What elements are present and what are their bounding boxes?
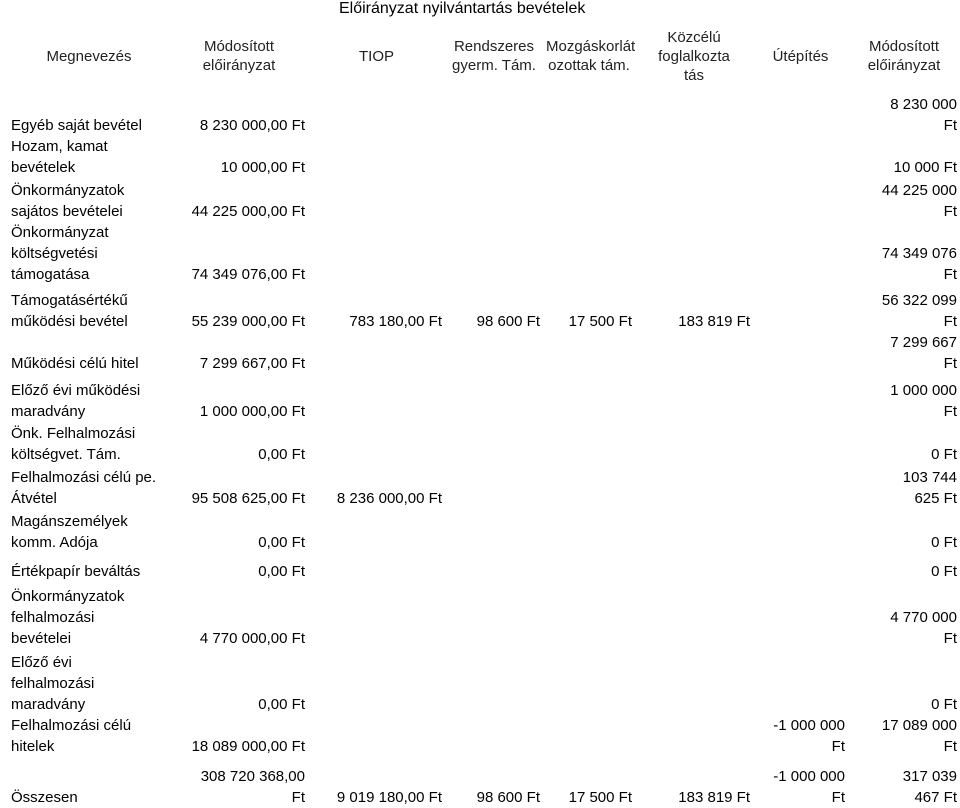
cell-modified-total: 4 770 000 Ft: [890, 609, 957, 647]
cell-modified: 8 230 000,00 Ft: [199, 117, 305, 134]
cell-modified-total: 56 322 099 Ft: [881, 292, 957, 330]
cell-child-support: [445, 222, 543, 285]
table-row: [0, 757, 960, 808]
cell-modified-total: 7 299 667 Ft: [890, 334, 957, 372]
table-row: [0, 332, 960, 374]
cell-road-building: [753, 222, 848, 285]
cell-road-building: [753, 582, 848, 649]
cell-road-building: -1 000 000 Ft: [773, 768, 845, 806]
cell-modified-total: 10 000 Ft: [893, 159, 957, 176]
cell-modified-total: 0 Ft: [931, 534, 957, 551]
cell-modified: 0,00 Ft: [258, 534, 305, 551]
cell-public-work: [635, 222, 753, 285]
cell-road-building: [753, 649, 848, 715]
cell-name: Önkormányzatok felhalmozási bevételei: [11, 588, 125, 647]
cell-child-support: [445, 422, 543, 465]
cell-public-work: [635, 332, 753, 374]
cell-road-building: [753, 285, 848, 332]
cell-modified-total: 44 225 000 Ft: [881, 182, 957, 220]
cell-tiop: [308, 649, 445, 715]
cell-road-building: [753, 465, 848, 509]
column-header-name: Megnevezés: [46, 47, 132, 65]
cell-name: Magánszemélyek komm. Adója: [11, 513, 128, 551]
table-row: [0, 285, 960, 332]
table-row: [0, 374, 960, 422]
cell-public-work: [635, 715, 753, 757]
cell-modified-total: 317 039 467 Ft: [902, 768, 957, 806]
cell-modified: 55 239 000,00 Ft: [191, 313, 305, 330]
page-title: Előirányzat nyilvántartás bevételek: [339, 0, 586, 17]
cell-modified: 18 089 000,00 Ft: [191, 738, 305, 755]
cell-child-support: [445, 509, 543, 553]
cell-road-building: [753, 178, 848, 222]
cell-child-support: [445, 178, 543, 222]
cell-name: Önkormányzatok sajátos bevételei: [11, 182, 125, 220]
table-row: [0, 178, 960, 222]
cell-disabled-support: [543, 222, 635, 285]
table-row: [0, 553, 960, 582]
cell-disabled-support: [543, 649, 635, 715]
table-row: [0, 94, 960, 136]
cell-child-support: [445, 582, 543, 649]
cell-public-work: [635, 94, 753, 136]
cell-child-support: [445, 465, 543, 509]
cell-disabled-support: [543, 422, 635, 465]
cell-disabled-support: [543, 582, 635, 649]
cell-modified: 0,00 Ft: [258, 446, 305, 463]
cell-disabled-support: [543, 509, 635, 553]
cell-modified: 44 225 000,00 Ft: [191, 203, 305, 220]
cell-public-work: [635, 582, 753, 649]
cell-modified: 308 720 368,00 Ft: [200, 768, 305, 806]
cell-tiop: [308, 582, 445, 649]
cell-public-work: [635, 136, 753, 178]
cell-public-work: [635, 649, 753, 715]
cell-tiop: [308, 422, 445, 465]
cell-road-building: [753, 94, 848, 136]
column-header-public-work: Közcélú foglalkozta tás: [658, 28, 730, 84]
cell-tiop: [308, 178, 445, 222]
cell-tiop: [308, 136, 445, 178]
cell-child-support: 98 600 Ft: [476, 789, 540, 806]
cell-public-work: [635, 465, 753, 509]
table-row: [0, 649, 960, 715]
table-row: [0, 509, 960, 553]
cell-disabled-support: [543, 374, 635, 422]
column-header-child-support: Rendszeres gyerm. Tám.: [452, 38, 536, 74]
cell-name: Önkormányzat költségvetési támogatása: [11, 224, 109, 283]
cell-modified-total: 17 089 000 Ft: [881, 717, 957, 755]
cell-modified-total: 0 Ft: [931, 446, 957, 463]
cell-tiop: [308, 222, 445, 285]
table-row: [0, 465, 960, 509]
cell-tiop: [308, 509, 445, 553]
cell-disabled-support: 17 500 Ft: [568, 789, 632, 806]
cell-disabled-support: [543, 715, 635, 757]
table-row: [0, 222, 960, 285]
cell-name: Támogatásértékű működési bevétel: [11, 292, 128, 330]
cell-name: Előző évi felhalmozási maradvány: [11, 654, 95, 713]
header-row: [0, 18, 960, 94]
cell-modified-total: 0 Ft: [931, 563, 957, 580]
table-row: [0, 582, 960, 649]
cell-tiop: 9 019 180,00 Ft: [336, 789, 442, 806]
cell-tiop: [308, 94, 445, 136]
column-header-disabled-support: Mozgáskorlát ozottak tám.: [546, 38, 635, 74]
cell-child-support: [445, 94, 543, 136]
cell-modified-total: 8 230 000 Ft: [890, 96, 957, 134]
cell-public-work: 183 819 Ft: [678, 313, 750, 330]
cell-tiop: [308, 715, 445, 757]
column-header-tiop: TIOP: [358, 47, 394, 65]
cell-tiop: 783 180,00 Ft: [349, 313, 442, 330]
cell-tiop: 8 236 000,00 Ft: [336, 490, 442, 507]
cell-tiop: [308, 553, 445, 582]
cell-name: Felhalmozási célú pe. Átvétel: [11, 469, 157, 507]
cell-disabled-support: [543, 94, 635, 136]
cell-road-building: [753, 374, 848, 422]
cell-disabled-support: [543, 136, 635, 178]
cell-road-building: [753, 422, 848, 465]
column-header-modified: Módosított előirányzat: [202, 38, 276, 74]
cell-child-support: [445, 136, 543, 178]
cell-child-support: [445, 553, 543, 582]
cell-road-building: [753, 136, 848, 178]
cell-modified-total: 103 744 625 Ft: [902, 469, 957, 507]
budget-table: [0, 18, 960, 808]
cell-name: Egyéb saját bevétel: [11, 117, 142, 134]
cell-tiop: [308, 332, 445, 374]
cell-child-support: 98 600 Ft: [476, 313, 540, 330]
cell-modified-total: 1 000 000 Ft: [890, 382, 957, 420]
cell-child-support: [445, 374, 543, 422]
cell-modified: 95 508 625,00 Ft: [191, 490, 305, 507]
table-row: [0, 715, 960, 757]
cell-modified: 4 770 000,00 Ft: [199, 630, 305, 647]
cell-modified: 74 349 076,00 Ft: [191, 266, 305, 283]
cell-name: Összesen: [11, 789, 78, 806]
cell-road-building: [753, 553, 848, 582]
cell-road-building: -1 000 000 Ft: [773, 717, 845, 755]
cell-name: Önk. Felhalmozási költségvet. Tám.: [11, 425, 136, 463]
cell-public-work: [635, 509, 753, 553]
cell-public-work: [635, 422, 753, 465]
cell-disabled-support: [543, 178, 635, 222]
cell-road-building: [753, 509, 848, 553]
cell-modified: 0,00 Ft: [258, 563, 305, 580]
cell-public-work: [635, 553, 753, 582]
cell-disabled-support: [543, 465, 635, 509]
cell-modified: 0,00 Ft: [258, 696, 305, 713]
cell-name: Értékpapír beváltás: [11, 563, 141, 580]
column-header-modified-total: Módosított előirányzat: [867, 38, 941, 74]
cell-name: Felhalmozási célú hitelek: [11, 717, 132, 755]
cell-modified-total: 0 Ft: [931, 696, 957, 713]
table-row: [0, 422, 960, 465]
cell-public-work: [635, 374, 753, 422]
column-header-road-building: Útépítés: [772, 47, 829, 65]
table-body: [0, 18, 960, 808]
cell-name: Hozam, kamat bevételek: [11, 138, 108, 176]
cell-public-work: 183 819 Ft: [678, 789, 750, 806]
cell-disabled-support: 17 500 Ft: [568, 313, 632, 330]
table-row: [0, 136, 960, 178]
cell-public-work: [635, 178, 753, 222]
cell-child-support: [445, 649, 543, 715]
cell-modified-total: 74 349 076 Ft: [881, 245, 957, 283]
cell-name: Működési célú hitel: [11, 355, 139, 372]
cell-child-support: [445, 332, 543, 374]
cell-modified: 10 000,00 Ft: [220, 159, 305, 176]
cell-disabled-support: [543, 553, 635, 582]
cell-modified: 1 000 000,00 Ft: [199, 403, 305, 420]
cell-name: Előző évi működési maradvány: [11, 382, 141, 420]
cell-road-building: [753, 332, 848, 374]
cell-child-support: [445, 715, 543, 757]
cell-disabled-support: [543, 332, 635, 374]
cell-tiop: [308, 374, 445, 422]
cell-modified: 7 299 667,00 Ft: [199, 355, 305, 372]
